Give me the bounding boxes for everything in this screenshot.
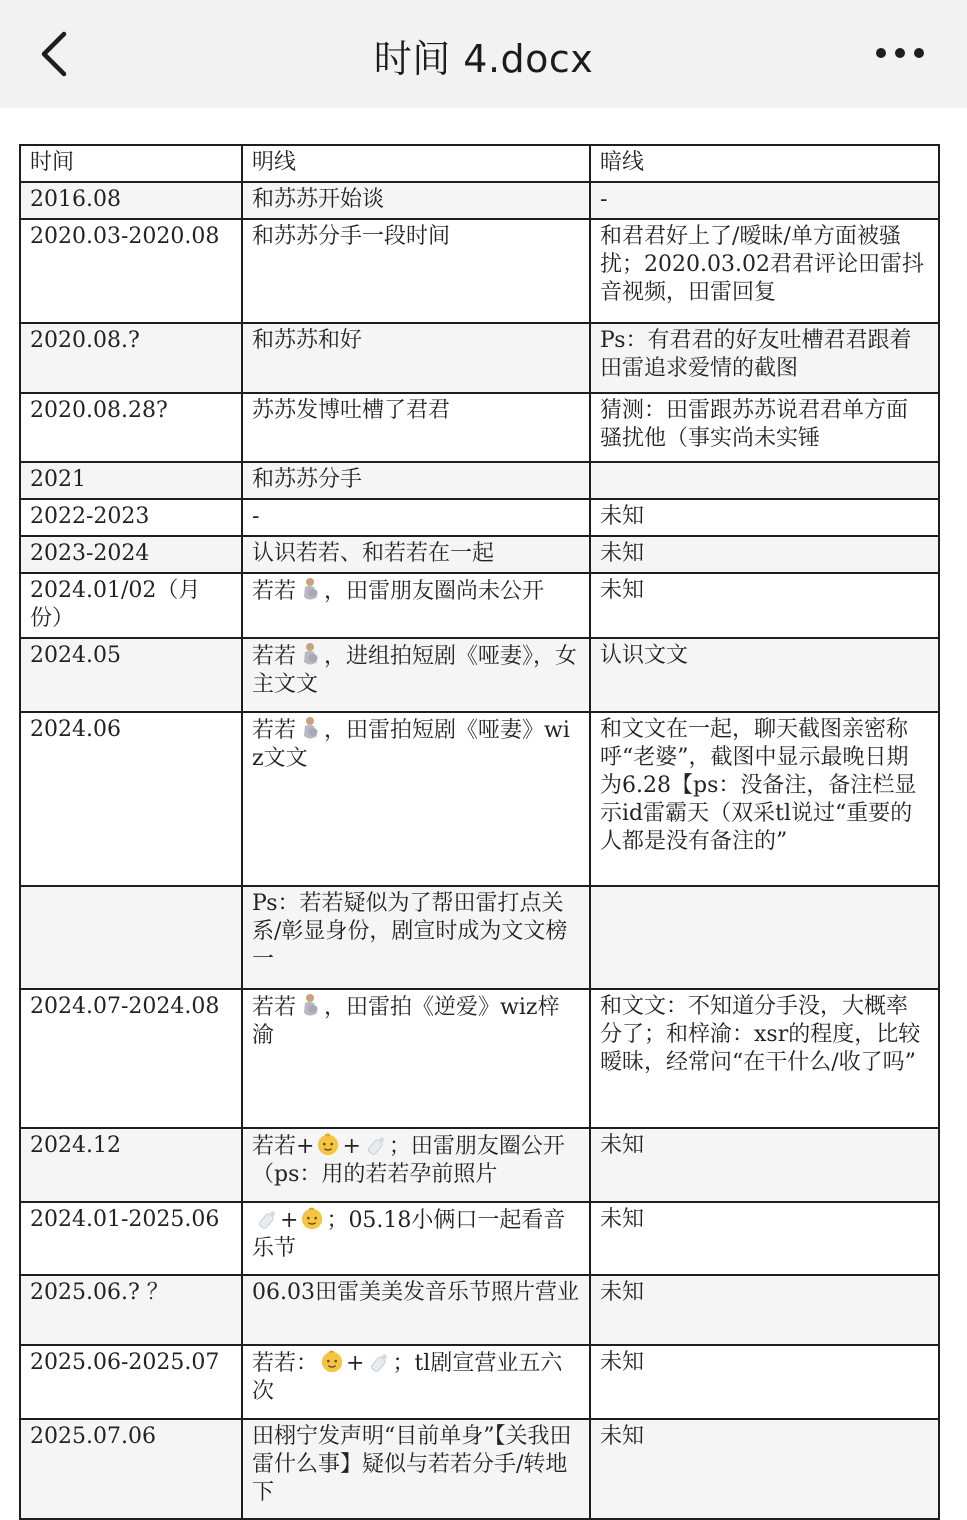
main-line-cell: 06.03田雷美美发音乐节照片营业 (242, 1275, 590, 1345)
main-line-text: 若若 (252, 995, 297, 1020)
time-cell: 2025.07.06 (20, 1419, 242, 1519)
main-line-text: + (342, 1134, 361, 1159)
main-line-cell (242, 1128, 590, 1202)
time-cell: 2020.03-2020.08 (20, 219, 242, 323)
hidden-line-cell (590, 462, 939, 499)
time-cell: 2025.06.? ？ (20, 1275, 242, 1345)
hidden-line-cell: - (590, 182, 939, 219)
document-page (0, 108, 967, 1505)
table-row (20, 499, 939, 536)
header-cell: 暗线 (590, 145, 939, 182)
main-line-cell (242, 1345, 590, 1419)
table-row (20, 1275, 939, 1345)
main-line-text: 若若 (252, 644, 297, 669)
table-row (20, 1419, 939, 1519)
time-cell (20, 886, 242, 989)
main-line-text: ；田雷朋友圈公开（ps：用的若若孕前照片 (252, 1134, 565, 1187)
main-line-cell (242, 989, 590, 1128)
baby-icon (300, 1206, 324, 1232)
main-line-cell: 认识若若、和若若在一起 (242, 536, 590, 573)
table-row (20, 573, 939, 638)
more-options-button[interactable] (873, 38, 927, 68)
time-cell: 2020.08.? (20, 323, 242, 393)
hidden-line-cell: 未知 (590, 1419, 939, 1519)
main-line-cell: 和苏苏开始谈 (242, 182, 590, 219)
main-line-text: 若若 (252, 579, 297, 604)
main-line-text: ，田雷拍短剧《哑妻》wiz文文 (252, 718, 570, 771)
hidden-line-cell: 未知 (590, 499, 939, 536)
baby-bottle-icon (363, 1132, 387, 1158)
time-cell: 2024.06 (20, 712, 242, 886)
table-row (20, 462, 939, 499)
main-line-text: ；05.18小俩口一起看音乐节 (252, 1208, 566, 1261)
main-line-text: ，田雷拍《逆爱》wiz梓渝 (252, 995, 560, 1048)
hidden-line-cell: 未知 (590, 573, 939, 638)
header-cell: 明线 (242, 145, 590, 182)
time-cell: 2024.01-2025.06 (20, 1202, 242, 1275)
table-row (20, 323, 939, 393)
hidden-line-cell: 未知 (590, 536, 939, 573)
main-line-text: 若若 (252, 718, 297, 743)
main-line-cell (242, 712, 590, 886)
hidden-line-cell: 猜测：田雷跟苏苏说君君单方面骚扰他（事实尚未实锤 (590, 393, 939, 462)
table-row (20, 182, 939, 219)
main-line-text: 若若+ (252, 1134, 315, 1159)
table-row (20, 1345, 939, 1419)
table-row (20, 536, 939, 573)
table-row (20, 712, 939, 886)
time-cell: 2023-2024 (20, 536, 242, 573)
table-row (20, 393, 939, 462)
time-cell: 2021 (20, 462, 242, 499)
main-line-cell (242, 1202, 590, 1275)
time-cell: 2016.08 (20, 182, 242, 219)
pregnant-woman-icon (298, 642, 322, 668)
time-cell: 2024.07-2024.08 (20, 989, 242, 1128)
main-line-text: ，进组拍短剧《哑妻》，女主文文 (252, 644, 578, 697)
main-line-cell: 苏苏发博吐槽了君君 (242, 393, 590, 462)
main-line-cell (242, 638, 590, 712)
pregnant-woman-icon (298, 993, 322, 1019)
baby-icon (320, 1349, 344, 1375)
hidden-line-cell: 未知 (590, 1345, 939, 1419)
table-row (20, 1128, 939, 1202)
hidden-line-cell: 和文文在一起，聊天截图亲密称呼“老婆”，截图中显示最晚日期为6.28【ps：没备注，备注栏显示id雷霸天（双采tl说过“重要的人都是没有备注的” (590, 712, 939, 886)
hidden-line-cell: 未知 (590, 1202, 939, 1275)
time-cell: 2024.12 (20, 1128, 242, 1202)
hidden-line-cell: 认识文文 (590, 638, 939, 712)
main-line-cell: 和苏苏分手一段时间 (242, 219, 590, 323)
hidden-line-cell: 和文文：不知道分手没，大概率分了；和梓渝：xsr的程度，比较暧昧，经常问“在干什么/收了吗” (590, 989, 939, 1128)
main-line-text: 若若： (252, 1351, 319, 1376)
baby-bottle-icon (254, 1206, 278, 1232)
baby-bottle-icon (366, 1349, 390, 1375)
table-row (20, 1202, 939, 1275)
time-cell: 2025.06-2025.07 (20, 1345, 242, 1419)
main-line-text: ；tl剧宣营业五六次 (252, 1351, 563, 1404)
timeline-table (19, 144, 940, 1520)
main-line-text: ，田雷朋友圈尚未公开 (324, 579, 545, 604)
table-row (20, 989, 939, 1128)
pregnant-woman-icon (298, 716, 322, 742)
hidden-line-cell: 未知 (590, 1275, 939, 1345)
main-line-cell: Ps：若若疑似为了帮田雷打点关系/彰显身份，剧宣时成为文文榜一 (242, 886, 590, 989)
table-row (20, 638, 939, 712)
main-line-text: + (346, 1351, 365, 1376)
main-line-cell: - (242, 499, 590, 536)
main-line-cell: 和苏苏分手 (242, 462, 590, 499)
header-cell: 时间 (20, 145, 242, 182)
time-cell: 2024.01/02（月份） (20, 573, 242, 638)
main-line-cell (242, 573, 590, 638)
table-row (20, 886, 939, 989)
time-cell: 2024.05 (20, 638, 242, 712)
hidden-line-cell: Ps：有君君的好友吐槽君君跟着田雷追求爱情的截图 (590, 323, 939, 393)
table-header-row (20, 145, 939, 182)
more-horizontal-icon (873, 38, 927, 68)
pregnant-woman-icon (298, 577, 322, 603)
table-row (20, 219, 939, 323)
hidden-line-cell: 未知 (590, 1128, 939, 1202)
main-line-cell: 田栩宁发声明“目前单身”【关我田雷什么事】疑似与若若分手/转地下 (242, 1419, 590, 1519)
hidden-line-cell (590, 886, 939, 989)
hidden-line-cell: 和君君好上了/暧昧/单方面被骚扰；2020.03.02君君评论田雷抖音视频，田雷回复 (590, 219, 939, 323)
main-line-cell: 和苏苏和好 (242, 323, 590, 393)
time-cell: 2020.08.28? (20, 393, 242, 462)
main-line-text: + (280, 1208, 299, 1233)
top-navigation-bar (0, 0, 967, 108)
document-title: 时间 4.docx (373, 37, 594, 81)
baby-icon (316, 1132, 340, 1158)
time-cell: 2022-2023 (20, 499, 242, 536)
